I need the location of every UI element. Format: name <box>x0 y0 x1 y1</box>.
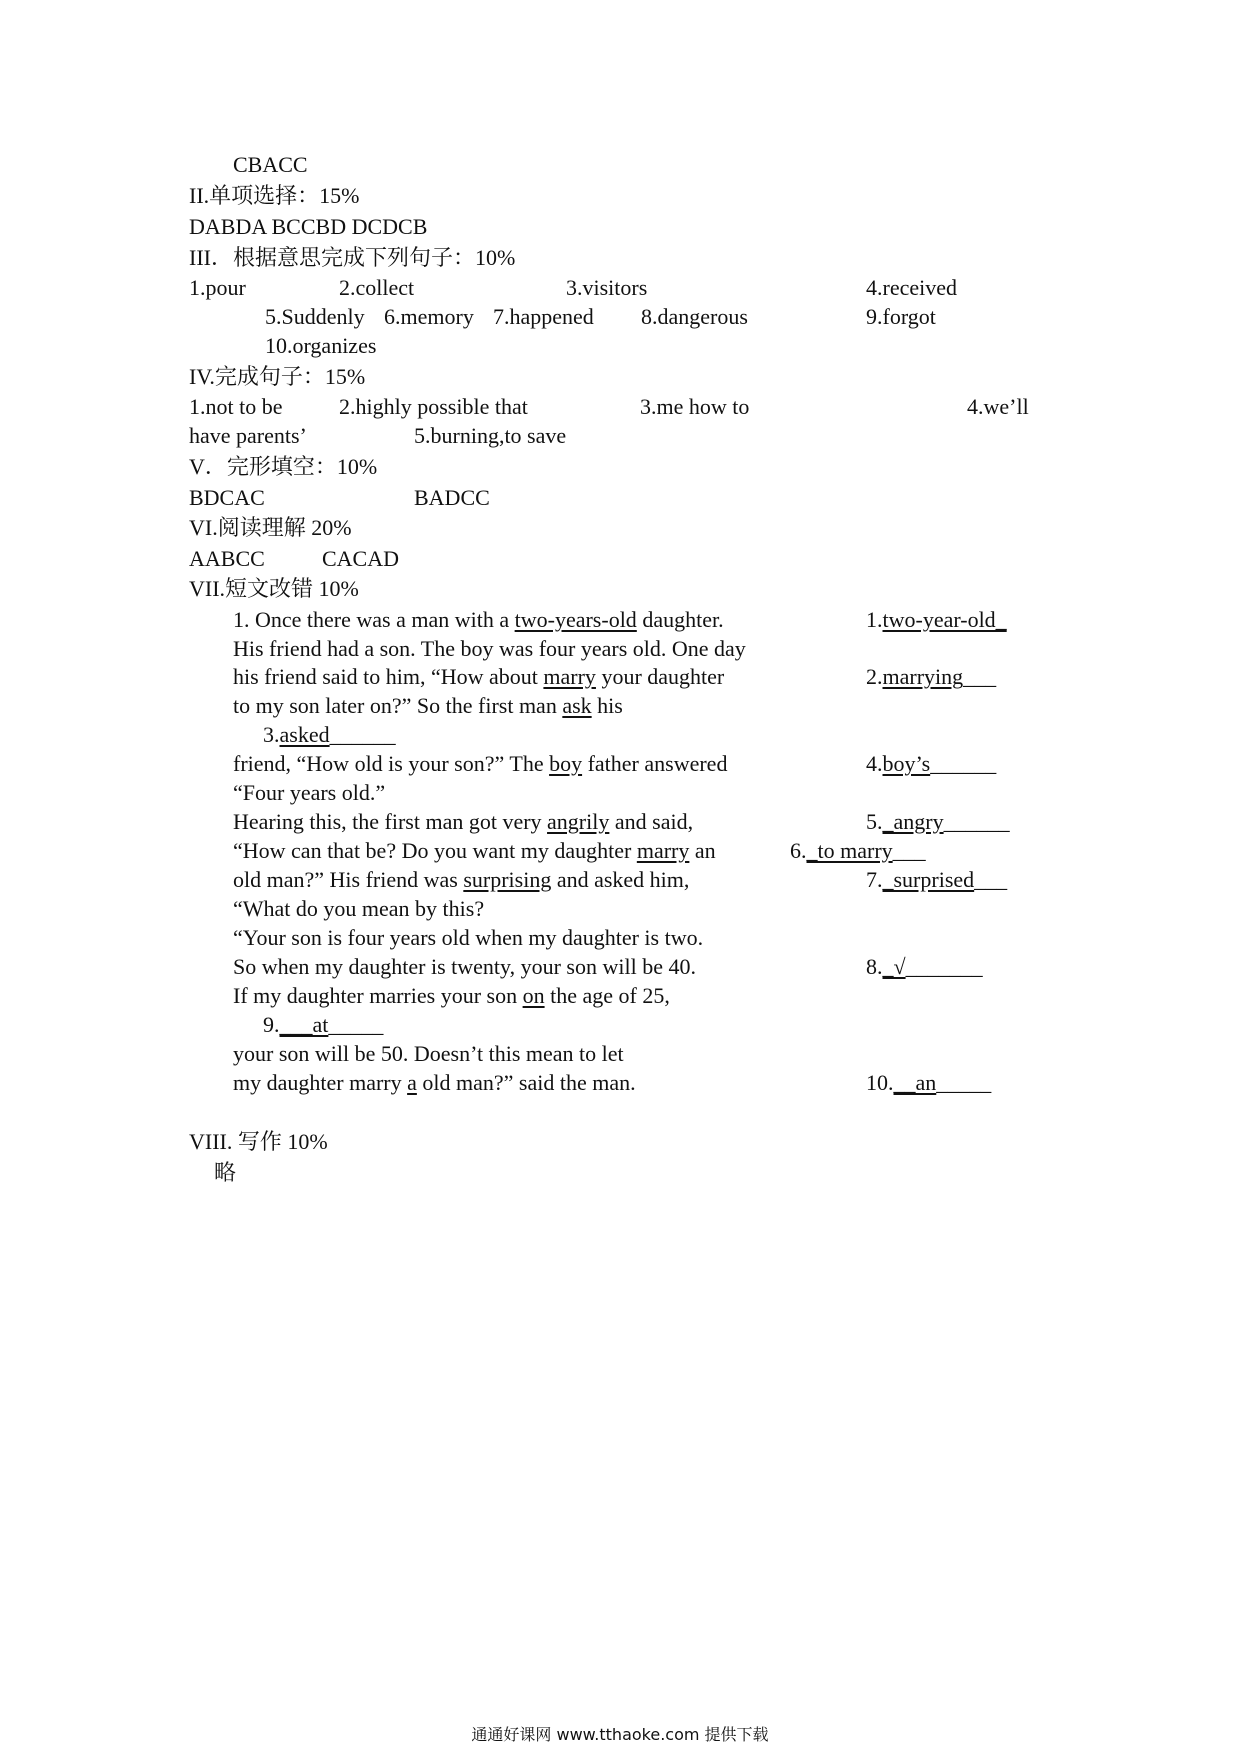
section8-heading: VIII. 写作 10% <box>189 1129 328 1154</box>
section5-heading: V．完形填空：10% <box>189 454 378 479</box>
section4-item-5: 5.burning,to save <box>414 423 567 448</box>
section2-heading: II.单项选择：15% <box>189 183 360 208</box>
correction-6: 6._to marry___ <box>790 838 926 863</box>
section3-item-3: 3.visitors <box>566 275 648 300</box>
section6-answers-b: CACAD <box>322 546 400 571</box>
section3-item-4: 4.received <box>866 275 957 300</box>
section4-item-2: 2.highly possible that <box>339 394 528 419</box>
page-footer: 通通好课网 www.tthaoke.com 提供下载 <box>471 1725 769 1744</box>
section7-heading: VII.短文改错 10% <box>189 576 359 601</box>
passage-line: old man?” His friend was surprising and asked him, <box>233 867 690 892</box>
section3-item-1: 1.pour <box>189 275 246 300</box>
section5-answers-b: BADCC <box>414 485 490 510</box>
error-word: two-years-old <box>514 607 637 632</box>
passage-line: “What do you mean by this? <box>233 896 485 921</box>
passage-line: If my daughter marries your son on the age of 25, <box>233 983 670 1008</box>
passage-line: his friend said to him, “How about marry your daughter <box>233 664 725 689</box>
error-word: angrily <box>547 809 610 834</box>
section3-item-6: 6.memory <box>384 304 474 329</box>
section3-item-2: 2.collect <box>339 275 415 300</box>
error-word: boy <box>549 751 583 776</box>
passage-line: your son will be 50. Doesn’t this mean to let <box>233 1041 624 1066</box>
section6-answers-a: AABCC <box>189 546 265 571</box>
passage-line: my daughter marry a old man?” said the man. <box>233 1070 636 1095</box>
correction-1: 1.two-year-old_ <box>866 607 1007 632</box>
error-word: marry <box>636 838 690 863</box>
section3-heading: III．根据意思完成下列句子：10% <box>189 245 516 270</box>
passage-line: to my son later on?” So the first man ask his <box>233 693 623 718</box>
passage-line: His friend had a son. The boy was four years old. One day <box>233 636 746 661</box>
passage-line: friend, “How old is your son?” The boy father answered <box>233 751 728 776</box>
correction-10: 10.__an_____ <box>866 1070 992 1095</box>
correction-4: 4.boy’s______ <box>866 751 997 776</box>
section4-item-3: 3.me how to <box>640 394 750 419</box>
section3-item-8: 8.dangerous <box>641 304 748 329</box>
section3-item-9: 9.forgot <box>866 304 936 329</box>
section4-item-4: 4.we’ll <box>967 394 1029 419</box>
section4-item-1: 1.not to be <box>189 394 283 419</box>
error-word: on <box>522 983 545 1008</box>
correction-8: 8._√_______ <box>866 954 983 979</box>
passage-line: Hearing this, the first man got very angrily and said, <box>233 809 694 834</box>
section3-item-5: 5.Suddenly <box>265 304 365 329</box>
section1-answers: CBACC <box>233 152 308 177</box>
section6-heading: VI.阅读理解 20% <box>189 515 352 540</box>
section3-item-7: 7.happened <box>493 304 594 329</box>
section4-item-4-cont: have parents’ <box>189 423 307 448</box>
passage-line: “Four years old.” <box>233 780 386 805</box>
error-word: a <box>407 1070 417 1095</box>
correction-7: 7._surprised___ <box>866 867 1008 892</box>
section5-answers-a: BDCAC <box>189 485 265 510</box>
passage-line: 1. Once there was a man with a two-years-old daughter. <box>233 607 724 632</box>
error-word: marry <box>543 664 596 689</box>
passage-line: “How can that be? Do you want my daughter marry an <box>233 838 716 863</box>
correction-5: 5._angry______ <box>866 809 1010 834</box>
section4-heading: IV.完成句子：15% <box>189 364 366 389</box>
correction-2: 2.marrying___ <box>866 664 997 689</box>
section2-answers: DABDA BCCBD DCDCB <box>189 214 428 239</box>
error-word: surprising <box>463 867 552 892</box>
correction-9: 9.___at_____ <box>263 1012 384 1037</box>
passage-line: So when my daughter is twenty, your son will be 40. <box>233 954 696 979</box>
passage-line: “Your son is four years old when my daughter is two. <box>233 925 704 950</box>
section3-item-10: 10.organizes <box>265 333 377 358</box>
section8-content: 略 <box>214 1160 237 1185</box>
correction-3: 3.asked______ <box>263 722 396 747</box>
error-word: ask <box>562 693 592 718</box>
